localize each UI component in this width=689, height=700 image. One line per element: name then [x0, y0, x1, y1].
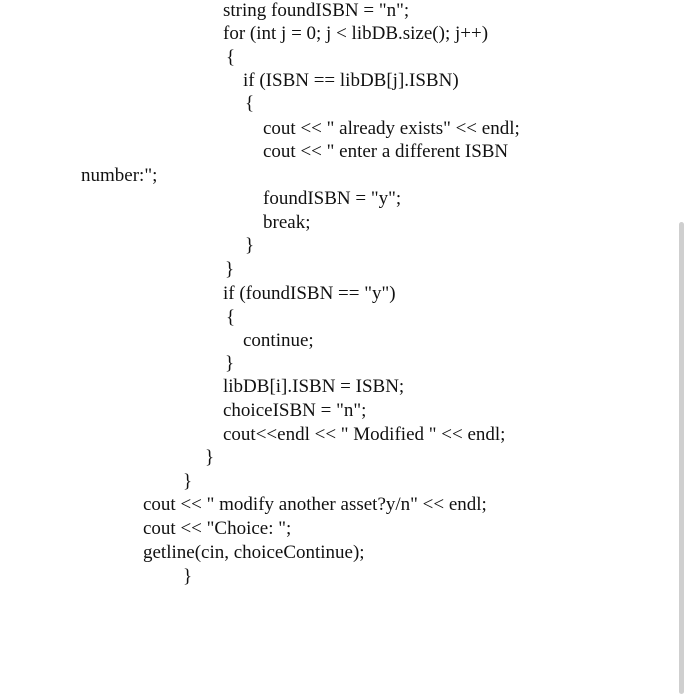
code-line: if (foundISBN == "y")	[223, 283, 396, 304]
code-line: {	[245, 93, 255, 114]
code-line: cout<<endl << " Modified " << endl;	[223, 424, 506, 445]
code-line: getline(cin, choiceContinue);	[143, 542, 365, 563]
code-line: cout << " modify another asset?y/n" << endl;	[143, 494, 487, 515]
code-line: continue;	[243, 330, 314, 351]
code-line: {	[226, 47, 236, 68]
code-line: break;	[263, 212, 311, 233]
vertical-scrollbar[interactable]	[679, 222, 684, 694]
code-line: }	[183, 471, 193, 492]
code-line: }	[205, 447, 215, 468]
code-line: {	[226, 307, 236, 328]
code-line: cout << " already exists" << endl;	[263, 118, 520, 139]
code-line: for (int j = 0; j < libDB.size(); j++)	[223, 23, 489, 44]
code-line: if (ISBN == libDB[j].ISBN)	[243, 70, 459, 91]
code-line: }	[245, 235, 255, 256]
code-line: number:";	[81, 165, 158, 186]
code-line: choiceISBN = "n";	[223, 400, 367, 421]
code-line: }	[225, 259, 235, 280]
code-line: foundISBN = "y";	[263, 188, 402, 209]
code-line: }	[225, 353, 235, 374]
code-line: libDB[i].ISBN = ISBN;	[223, 376, 405, 397]
code-line: cout << " enter a different ISBN	[263, 141, 509, 162]
code-line: cout << "Choice: ";	[143, 518, 292, 539]
code-line: string foundISBN = "n";	[223, 0, 410, 21]
code-line: }	[183, 566, 193, 587]
